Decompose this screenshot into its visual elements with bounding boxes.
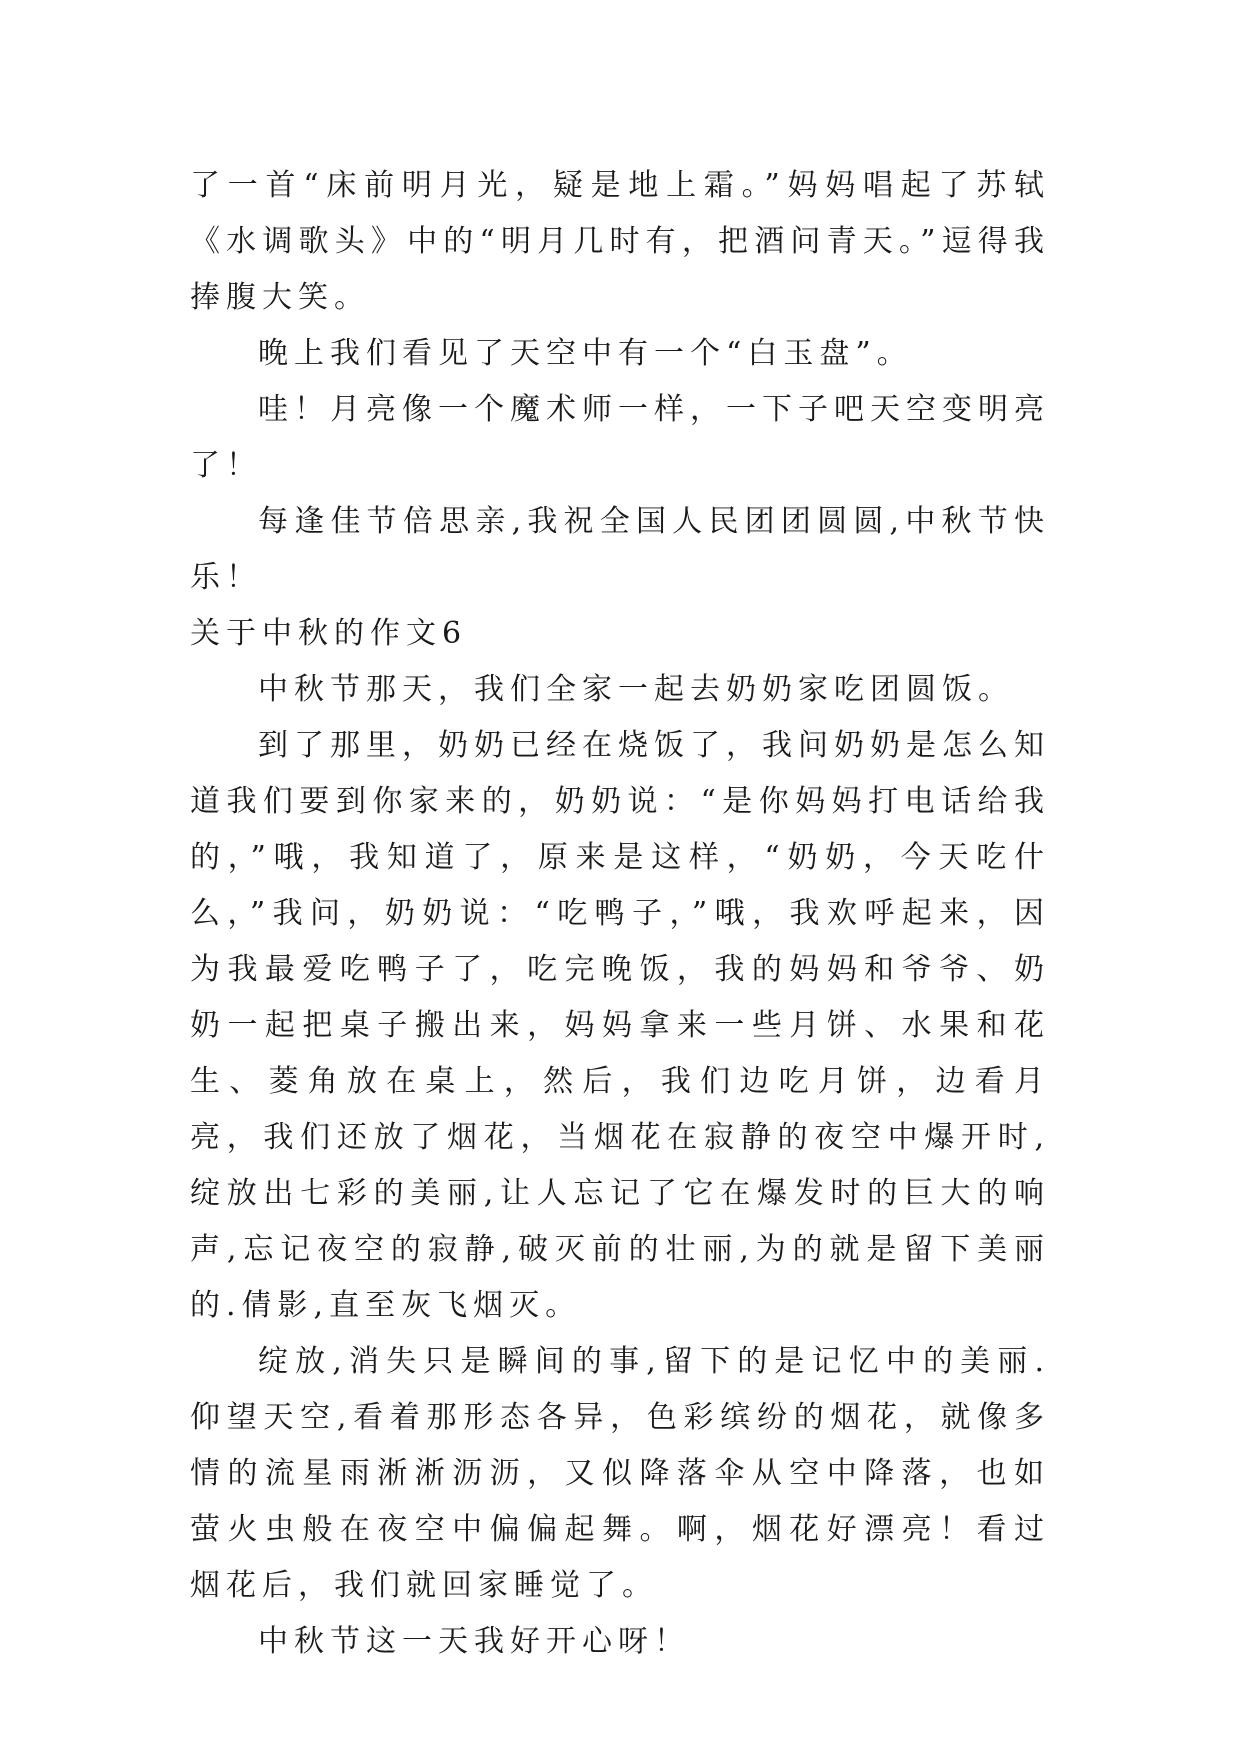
paragraph: 中秋节那天，我们全家一起去奶奶家吃团圆饭。 xyxy=(258,672,1014,707)
document-body xyxy=(190,158,1050,1670)
paragraph: 到了那里，奶奶已经在烧饭了，我问奶奶是怎么知道我们要到你家来的，奶奶说：“是你妈妈打电话给我的，”哦，我知道了，原来是这样，“奶奶，今天吃什么，”我问，奶奶说：“吃鸭子，”哦，我欢呼起来，因为我最爱吃鸭子了，吃完晚饭，我的妈妈和爷爷、奶奶一起把桌子搬出来，妈妈拿来一些月饼、水果和花生、菱角放在桌上，然后，我们边吃月饼，边看月亮，我们还放了烟花，当烟花在寂静的夜空中爆开时,绽放出七彩的美丽,让人忘记了它在爆发时的巨大的响声,忘记夜空的寂静,破灭前的壮丽,为的就是留下美丽的.倩影,直至灰飞烟灭。 xyxy=(190,728,1050,1323)
paragraph: 中秋节这一天我好开心呀！ xyxy=(258,1624,690,1659)
paragraph: 绽放,消失只是瞬间的事,留下的是记忆中的美丽.仰望天空,看着那形态各异，色彩缤纷的烟花，就像多情的流星雨淅淅沥沥，又似降落伞从空中降落，也如萤火虫般在夜空中偏偏起舞。啊，烟花好漂亮！看过烟花后，我们就回家睡觉了。 xyxy=(190,1344,1050,1603)
section-title: 关于中秋的作文6 xyxy=(190,616,468,651)
paragraph: 每逢佳节倍思亲,我祝全国人民团团圆圆,中秋节快乐！ xyxy=(190,504,1050,595)
paragraph: 哇！月亮像一个魔术师一样，一下子吧天空变明亮了！ xyxy=(190,392,1050,483)
paragraph: 晚上我们看见了天空中有一个“白玉盘”。 xyxy=(258,336,913,371)
paragraph: 了一首“床前明月光，疑是地上霜。”妈妈唱起了苏轼《水调歌头》中的“明月几时有，把酒问青天。”逗得我捧腹大笑。 xyxy=(190,168,1050,315)
